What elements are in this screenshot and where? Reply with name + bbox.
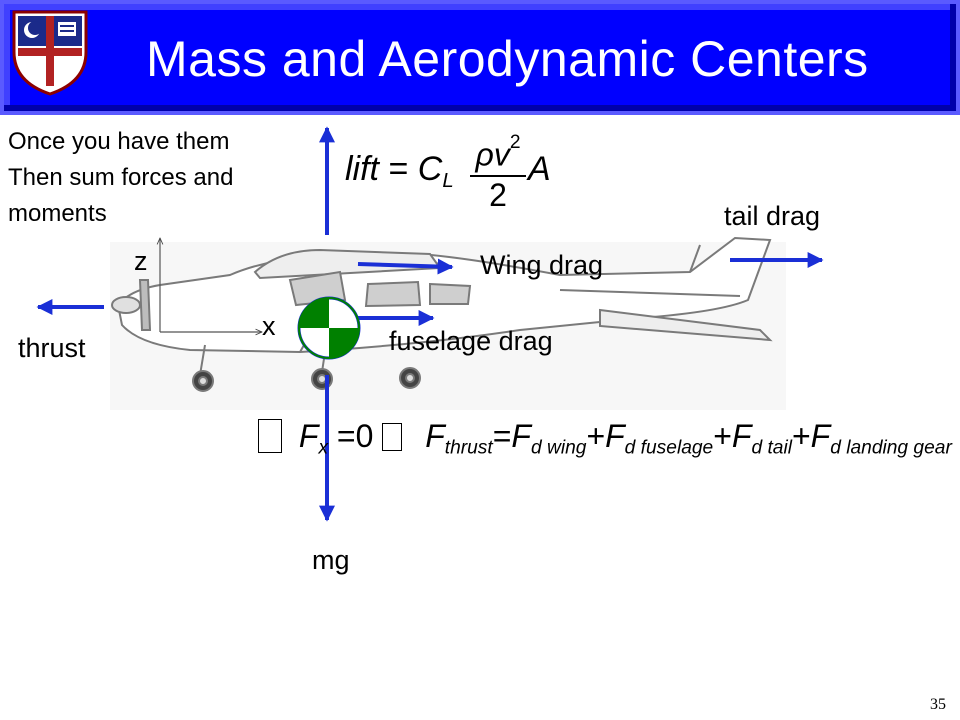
weight-label: mg	[312, 545, 350, 575]
force-subscript: d landing gear	[830, 437, 952, 459]
operator: +	[586, 418, 606, 454]
lift-fraction	[470, 132, 526, 214]
z-axis-label: z	[134, 246, 148, 276]
lift-equation	[345, 150, 454, 193]
numerator-exponent: 2	[509, 132, 521, 153]
coefficient-subscript: L	[442, 170, 454, 193]
fx-symbol: F	[298, 418, 319, 454]
numerator-text: ρv	[475, 136, 510, 173]
x-axis-label: x	[262, 311, 276, 341]
wing-drag-label: Wing drag	[480, 250, 604, 280]
center-of-gravity-icon	[299, 298, 359, 358]
force-subscript: d wing	[530, 437, 587, 459]
fraction-numerator	[470, 132, 526, 177]
page-number: 35	[930, 696, 946, 713]
force-term: F	[511, 418, 531, 454]
intro-line: Once you have them	[8, 128, 230, 155]
operator: +	[713, 418, 732, 454]
operator: =	[492, 418, 512, 454]
implies-symbol-box	[382, 423, 402, 451]
force-subscript: d tail	[751, 437, 792, 459]
intro-line: Then sum forces and	[8, 164, 234, 191]
force-sum-equation	[258, 418, 952, 459]
tail-drag-label: tail drag	[724, 201, 821, 231]
force-subscript: thrust	[444, 437, 493, 459]
slide-title: Mass and Aerodynamic Centers	[146, 31, 869, 87]
force-term: F	[605, 418, 625, 454]
operator: +	[791, 418, 811, 454]
fuselage-drag-label: fuselage drag	[389, 326, 553, 356]
force-term: F	[425, 418, 445, 454]
coefficient-symbol: C	[417, 150, 443, 188]
fraction-denominator: 2	[489, 177, 507, 214]
area-symbol	[528, 150, 551, 189]
sum-symbol-box	[258, 419, 282, 453]
area-text: A	[528, 150, 551, 188]
force-subscript: d fuselage	[624, 437, 714, 459]
intro-line: moments	[8, 200, 107, 227]
force-term: F	[810, 418, 831, 454]
thrust-label: thrust	[18, 333, 86, 363]
equals-zero: =0	[336, 418, 374, 454]
equals-sign: =	[388, 150, 409, 188]
force-term: F	[731, 418, 752, 454]
lift-symbol: lift	[345, 150, 379, 188]
fx-subscript: x	[318, 437, 329, 459]
